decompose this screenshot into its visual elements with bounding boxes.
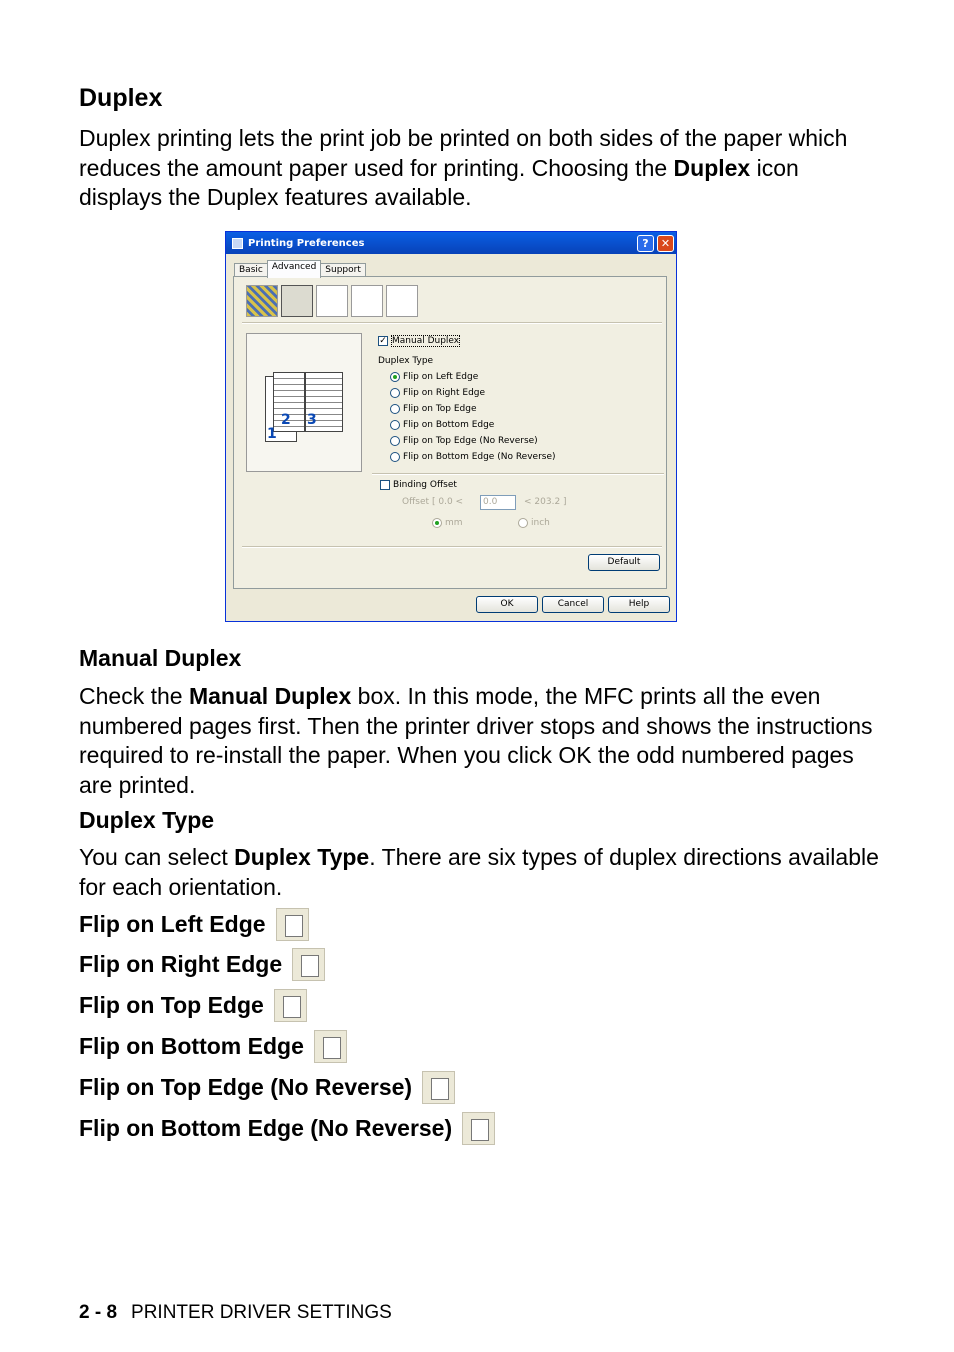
radio-label: Flip on Top Edge bbox=[403, 404, 477, 414]
binding-offset-label: Binding Offset bbox=[393, 480, 457, 490]
divider bbox=[242, 546, 662, 548]
ok-button[interactable]: OK bbox=[476, 596, 538, 613]
radio-unselected bbox=[390, 420, 400, 430]
radio-label: Flip on Bottom Edge bbox=[403, 420, 495, 430]
flip-left-edge-icon bbox=[276, 908, 309, 941]
manual-duplex-checkbox[interactable] bbox=[378, 335, 460, 347]
print-quality-icon[interactable] bbox=[246, 285, 278, 317]
flip-bottom-item bbox=[79, 1030, 347, 1063]
dialog-titlebar bbox=[226, 232, 676, 254]
duplex-icon[interactable] bbox=[281, 285, 313, 317]
duplex-type-label: Duplex Type bbox=[378, 356, 434, 366]
radio-mm[interactable] bbox=[432, 518, 463, 528]
offset-input[interactable]: 0.0 bbox=[480, 495, 516, 510]
flip-bottom-no-reverse-item bbox=[79, 1112, 495, 1145]
radio-flip-bottom[interactable] bbox=[390, 420, 494, 430]
checkbox-unchecked bbox=[380, 480, 390, 490]
radio-unselected bbox=[390, 388, 400, 398]
watermark-icon[interactable] bbox=[316, 285, 348, 317]
printing-preferences-dialog bbox=[225, 231, 677, 622]
intro-bold: Duplex bbox=[673, 154, 751, 181]
flip-top-label: Flip on Top Edge bbox=[79, 992, 264, 1018]
radio-label: mm bbox=[445, 518, 463, 528]
radio-unselected bbox=[390, 452, 400, 462]
feature-toolbar bbox=[246, 285, 418, 317]
radio-unselected bbox=[518, 518, 528, 528]
default-button[interactable]: Default bbox=[588, 554, 660, 571]
checkbox-checked: ✓ bbox=[379, 336, 387, 346]
duplex-type-bold: Duplex Type bbox=[234, 844, 370, 870]
manual-duplex-text: Check the bbox=[79, 683, 189, 709]
preview-number-2: 2 bbox=[281, 412, 291, 428]
flip-top-edge-icon bbox=[274, 989, 307, 1022]
flip-top-no-reverse-label: Flip on Top Edge (No Reverse) bbox=[79, 1074, 413, 1100]
manual-duplex-label: Manual Duplex bbox=[392, 336, 460, 346]
close-icon[interactable]: ✕ bbox=[657, 235, 674, 252]
tab-advanced[interactable]: Advanced bbox=[267, 260, 321, 278]
help-icon[interactable]: ? bbox=[637, 235, 654, 252]
flip-right-edge-icon bbox=[292, 948, 325, 981]
device-options-icon[interactable] bbox=[386, 285, 418, 317]
manual-duplex-heading: Manual Duplex bbox=[79, 645, 242, 671]
radio-flip-right[interactable] bbox=[390, 388, 485, 398]
flip-left-label: Flip on Left Edge bbox=[79, 911, 266, 937]
radio-selected bbox=[390, 372, 400, 382]
advanced-panel bbox=[233, 276, 667, 589]
duplex-type-text-end: . There are six types of duplex directions available for each orientation. bbox=[79, 844, 879, 900]
radio-label: Flip on Top Edge (No Reverse) bbox=[403, 436, 538, 446]
intro-text: Duplex printing lets the print job be printed on both sides of the paper which reduces the amount paper used for printing. Choosing the bbox=[79, 125, 848, 181]
manual-duplex-text-end: box. In this mode, the MFC prints all the even numbered pages first. Then the printer driver stops and shows the instructions required to re-install the paper. When you click OK the odd numbered pages are printed. bbox=[79, 683, 873, 798]
radio-flip-top[interactable] bbox=[390, 404, 477, 414]
manual-duplex-paragraph bbox=[79, 682, 879, 800]
radio-label: Flip on Left Edge bbox=[403, 372, 479, 382]
flip-left-item bbox=[79, 908, 309, 941]
offset-min: [ 0.0 < bbox=[432, 497, 464, 507]
duplex-type-text: You can select bbox=[79, 844, 235, 870]
flip-bottom-edge-icon bbox=[314, 1030, 347, 1063]
radio-label: Flip on Right Edge bbox=[403, 388, 486, 398]
duplex-type-heading: Duplex Type bbox=[79, 807, 215, 833]
flip-right-item bbox=[79, 948, 325, 981]
radio-label: inch bbox=[531, 518, 550, 528]
radio-flip-bottom-no-reverse[interactable] bbox=[390, 452, 556, 462]
radio-unselected bbox=[390, 404, 400, 414]
flip-top-item bbox=[79, 989, 307, 1022]
offset-max: < 203.2 ] bbox=[524, 497, 567, 507]
flip-bottom-no-reverse-label: Flip on Bottom Edge (No Reverse) bbox=[79, 1115, 453, 1141]
manual-duplex-bold: Manual Duplex bbox=[188, 683, 352, 709]
offset-label: Offset bbox=[402, 497, 430, 507]
radio-unselected bbox=[390, 436, 400, 446]
tab-basic[interactable]: Basic bbox=[234, 263, 268, 278]
preview-number-3: 3 bbox=[307, 412, 317, 428]
flip-top-no-reverse-icon bbox=[422, 1071, 455, 1104]
printer-icon bbox=[232, 238, 243, 249]
duplex-type-paragraph bbox=[79, 843, 879, 902]
flip-bottom-no-reverse-icon bbox=[462, 1112, 495, 1145]
tab-support[interactable]: Support bbox=[320, 263, 366, 278]
intro-text-end: icon displays the Duplex features available. bbox=[79, 154, 799, 210]
help-button[interactable]: Help bbox=[608, 596, 670, 613]
flip-top-no-reverse-item bbox=[79, 1071, 455, 1104]
intro-paragraph bbox=[79, 124, 879, 213]
section-name: PRINTER DRIVER SETTINGS bbox=[131, 1302, 392, 1323]
flip-bottom-label: Flip on Bottom Edge bbox=[79, 1033, 304, 1059]
page-setting-icon[interactable] bbox=[351, 285, 383, 317]
radio-flip-top-no-reverse[interactable] bbox=[390, 436, 538, 446]
page-number: 2 - 8 bbox=[79, 1302, 118, 1323]
divider bbox=[242, 322, 662, 324]
radio-flip-left[interactable] bbox=[390, 372, 478, 382]
divider bbox=[372, 473, 664, 475]
binding-offset-checkbox[interactable] bbox=[380, 480, 457, 490]
radio-selected bbox=[432, 518, 442, 528]
page-heading: Duplex bbox=[79, 84, 163, 112]
book-illustration bbox=[265, 372, 347, 444]
dialog-title: Printing Preferences bbox=[248, 237, 365, 249]
flip-right-label: Flip on Right Edge bbox=[79, 951, 283, 977]
duplex-preview bbox=[246, 333, 362, 472]
page-footer bbox=[79, 1302, 392, 1324]
cancel-button[interactable]: Cancel bbox=[542, 596, 604, 613]
radio-inch[interactable] bbox=[518, 518, 550, 528]
preview-number-1: 1 bbox=[267, 426, 277, 442]
radio-label: Flip on Bottom Edge (No Reverse) bbox=[403, 452, 556, 462]
